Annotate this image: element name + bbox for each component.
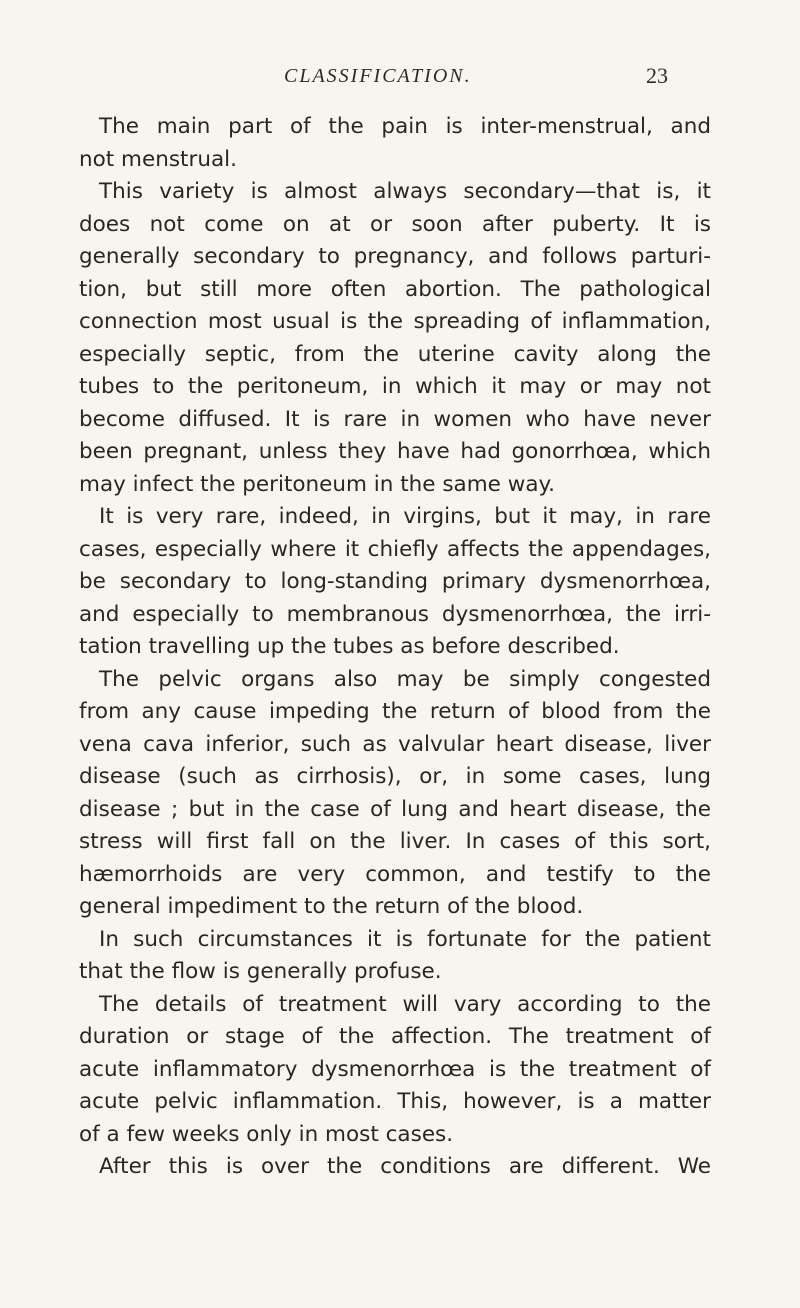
text-line: especially septic, from the uterine cavity along the — [79, 341, 711, 367]
text-line: The pelvic organs also may be simply congested — [99, 666, 711, 692]
text-line: hæmorrhoids are very common, and testify to the — [79, 861, 711, 887]
text-line: of a few weeks only in most cases. — [79, 1121, 454, 1147]
text-line: and especially to membranous dysmenorrhœa, the irri- — [79, 601, 711, 627]
running-head — [0, 62, 800, 92]
chapter-title: CLASSIFICATION. — [284, 65, 472, 87]
text-line: disease ; but in the case of lung and heart disease, the — [79, 796, 711, 822]
text-line: It is very rare, indeed, in virgins, but it may, in rare — [99, 504, 711, 529]
text-line: After this is over the conditions are different. We — [99, 1154, 711, 1179]
text-line: cases, especially where it chiefly affects the appendages, — [79, 536, 711, 562]
text-line: become diffused. It is rare in women who have never — [79, 406, 711, 432]
text-line: duration or stage of the affection. The treatment of — [79, 1024, 711, 1049]
text-line: that the flow is generally profuse. — [79, 959, 442, 984]
page-number: 23 — [646, 63, 668, 88]
text-line: stress will first fall on the liver. In cases of this sort, — [79, 829, 711, 854]
text-line: acute pelvic inflammation. This, however, is a matter — [79, 1089, 711, 1114]
text-line: In such circumstances it is fortunate for the patient — [99, 926, 711, 952]
text-line: may infect the peritoneum in the same way. — [79, 471, 555, 497]
text-line: not menstrual. — [79, 146, 237, 172]
text-line: connection most usual is the spreading of inflammation, — [79, 309, 711, 334]
text-line: tion, but still more often abortion. The pathological — [79, 276, 711, 302]
text-line: been pregnant, unless they have had gonorrhœa, which — [79, 439, 711, 464]
text-line: does not come on at or soon after puberty. It is — [79, 211, 711, 237]
text-line: generally secondary to pregnancy, and follows parturi- — [79, 244, 711, 269]
text-line: The details of treatment will vary according to the — [99, 991, 711, 1017]
text-line: The main part of the pain is inter-menstrual, and — [99, 114, 711, 139]
text-line: disease (such as cirrhosis), or, in some cases, lung — [79, 764, 711, 789]
body-text — [79, 111, 711, 1184]
text-line: vena cava inferior, such as valvular heart disease, liver — [79, 731, 711, 757]
text-line: tation travelling up the tubes as before described. — [79, 634, 620, 659]
text-line: general impediment to the return of the blood. — [79, 894, 584, 919]
text-line: from any cause impeding the return of blood from the — [79, 699, 711, 724]
text-line: acute inflammatory dysmenorrhœa is the treatment of — [79, 1056, 711, 1082]
text-line: be secondary to long-standing primary dysmenorrhœa, — [79, 569, 711, 594]
text-line: tubes to the peritoneum, in which it may or may not — [79, 374, 711, 399]
text-line: This variety is almost always secondary—that is, it — [99, 179, 711, 204]
